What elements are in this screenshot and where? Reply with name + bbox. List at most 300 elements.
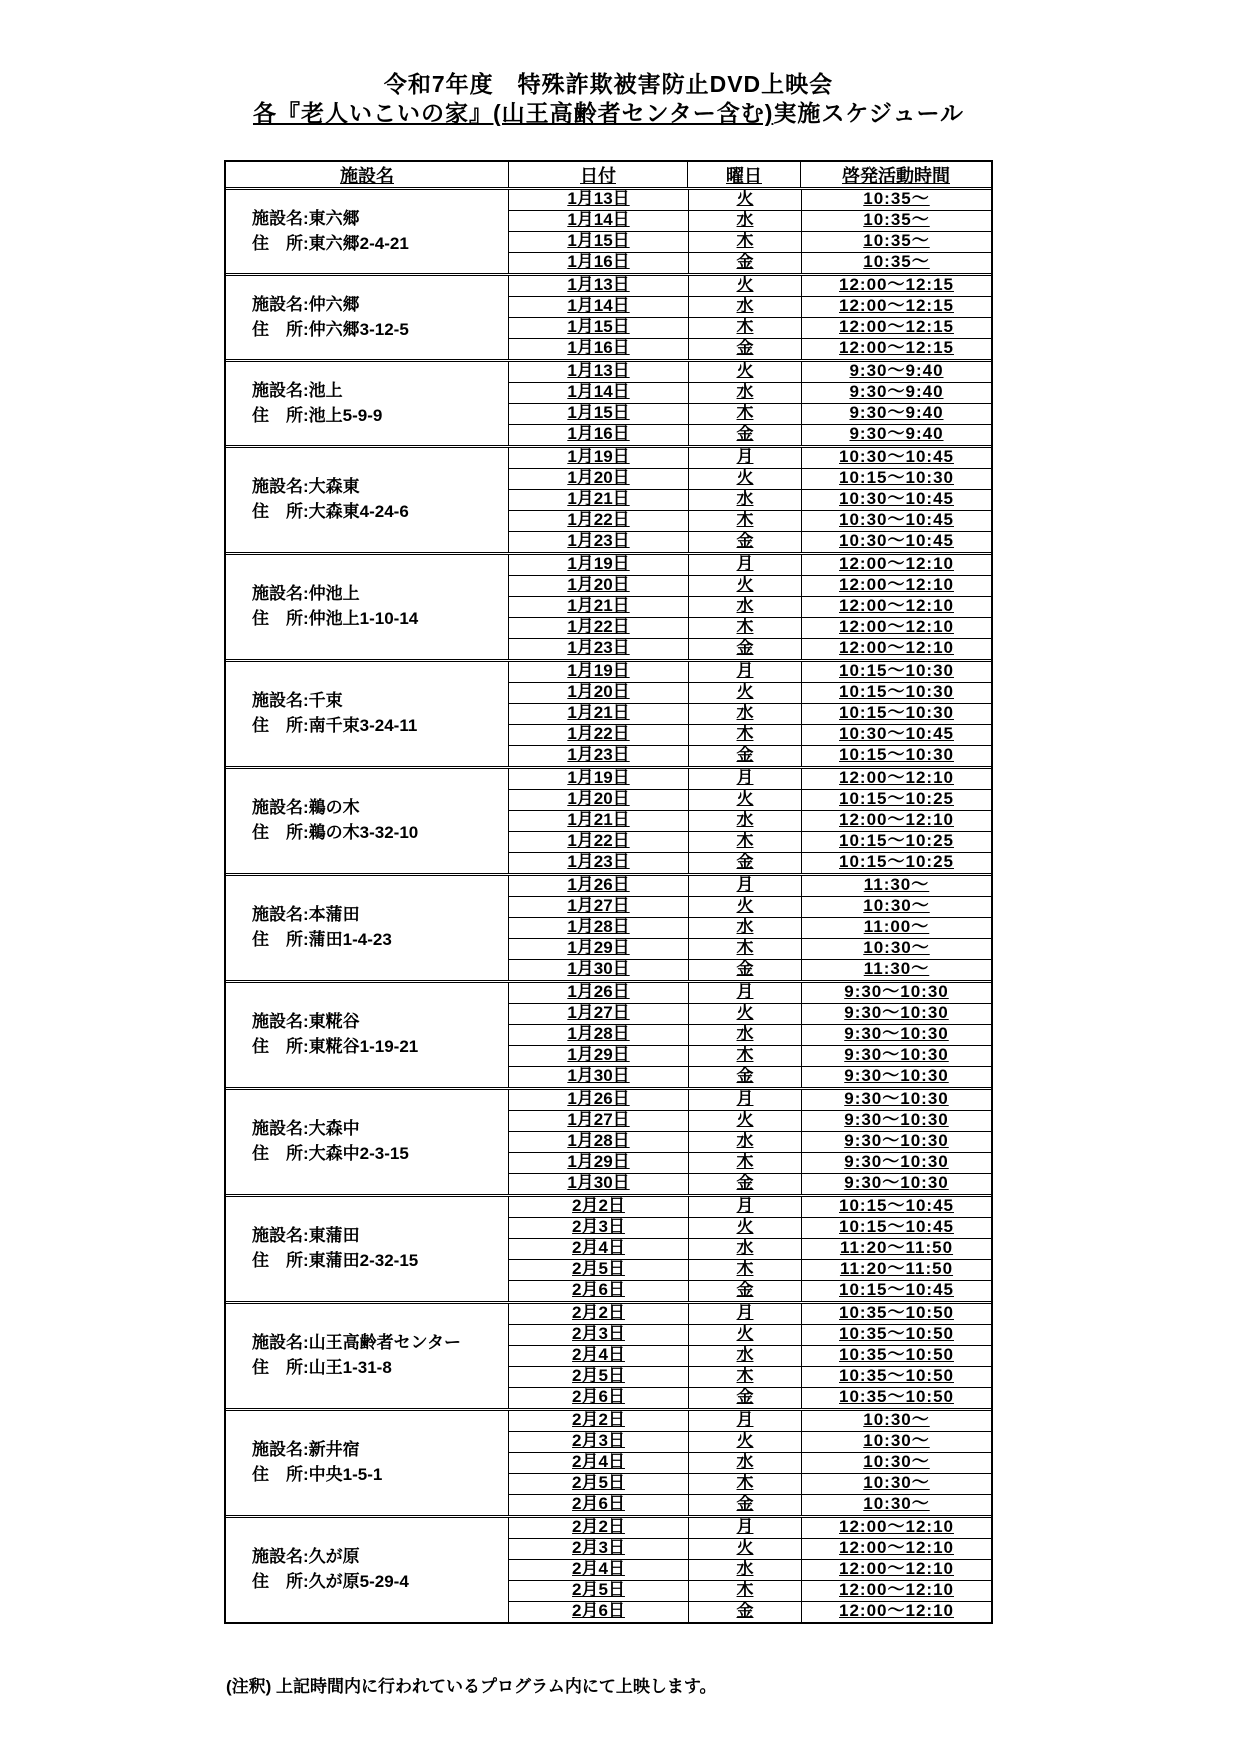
- date-cell: [509, 1346, 688, 1366]
- document-title: [224, 70, 993, 128]
- day-value: 木: [736, 939, 754, 957]
- time-value: 10:15～10:30: [839, 746, 954, 764]
- schedule-row: [509, 638, 991, 659]
- facility-cell: [226, 448, 508, 552]
- schedule-row: [509, 983, 991, 1003]
- facility-name: 施設名:本蒲田: [252, 905, 360, 925]
- date-cell: [509, 297, 688, 317]
- facility-address: 住 所:南千束3-24-11: [252, 716, 418, 735]
- title-line-1: 令和7年度 特殊詐欺被害防止DVD上映会: [383, 71, 834, 97]
- time-value: 10:15～10:30: [839, 683, 954, 701]
- schedule-row: [509, 575, 991, 596]
- time-value: 12:00～12:10: [839, 618, 954, 636]
- day-cell: [688, 1046, 801, 1066]
- header-cell-date: [508, 162, 687, 187]
- day-value: 木: [736, 1474, 754, 1492]
- time-cell: [801, 939, 991, 959]
- time-cell: [801, 790, 991, 810]
- time-value: 10:35～: [863, 232, 930, 250]
- date-cell: [509, 769, 688, 789]
- time-cell: [801, 1581, 991, 1601]
- day-cell: [688, 983, 801, 1003]
- time-cell: [801, 362, 991, 382]
- day-cell: [688, 1539, 801, 1559]
- schedule-row: [509, 938, 991, 959]
- time-cell: [801, 1325, 991, 1345]
- schedule-row: [509, 1345, 991, 1366]
- time-cell: [801, 404, 991, 424]
- day-cell: [688, 1346, 801, 1366]
- date-value: 1月22日: [567, 618, 630, 636]
- day-cell: [688, 448, 801, 468]
- day-value: 金: [736, 425, 754, 443]
- time-cell: [801, 1560, 991, 1580]
- time-value: 12:00～12:10: [839, 576, 954, 594]
- schedule-row: [509, 210, 991, 231]
- day-value: 火: [736, 469, 754, 487]
- date-cell: [509, 1281, 688, 1301]
- schedule-row: [509, 1280, 991, 1301]
- day-value: 金: [736, 253, 754, 271]
- day-value: 木: [736, 1367, 754, 1385]
- time-cell: [801, 1495, 991, 1515]
- date-value: 1月30日: [567, 960, 630, 978]
- time-value: 10:15～10:30: [839, 469, 954, 487]
- day-value: 水: [736, 1560, 754, 1578]
- time-cell: [801, 832, 991, 852]
- facility-name: 施設名:東蒲田: [252, 1226, 360, 1246]
- day-cell: [688, 1239, 801, 1259]
- time-value: 12:00～12:10: [839, 769, 954, 787]
- schedule-row: [509, 1538, 991, 1559]
- header-label-time: 啓発活動時間: [842, 165, 950, 186]
- time-value: 9:30～10:30: [844, 1132, 949, 1150]
- facility-cell: [226, 983, 508, 1087]
- day-cell: [688, 1004, 801, 1024]
- schedule-row: [509, 362, 991, 382]
- time-value: 9:30～10:30: [844, 1111, 949, 1129]
- time-value: 10:35～10:50: [839, 1304, 954, 1322]
- date-cell: [509, 253, 688, 273]
- time-cell: [801, 1132, 991, 1152]
- time-cell: [801, 853, 991, 873]
- facility-cell: [226, 1197, 508, 1301]
- time-value: 10:15～10:25: [839, 853, 954, 871]
- header-label-date: 日付: [580, 165, 616, 186]
- date-value: 1月21日: [567, 490, 630, 508]
- facility-block: [226, 980, 991, 1087]
- schedule-row: [509, 448, 991, 468]
- time-value: 12:00～12:10: [839, 597, 954, 615]
- date-cell: [509, 1560, 688, 1580]
- time-cell: [801, 1153, 991, 1173]
- time-value: 12:00～12:10: [839, 1602, 954, 1620]
- schedule-rows: [508, 190, 991, 273]
- day-cell: [688, 532, 801, 552]
- facility-cell: [226, 1090, 508, 1194]
- time-value: 10:15～10:45: [839, 1197, 954, 1215]
- date-cell: [509, 1090, 688, 1110]
- day-cell: [688, 555, 801, 575]
- date-cell: [509, 832, 688, 852]
- day-value: 火: [736, 1218, 754, 1236]
- schedule-rows: [508, 1518, 991, 1622]
- facility-address: 住 所:東糀谷1-19-21: [252, 1037, 419, 1056]
- time-value: 10:35～10:50: [839, 1346, 954, 1364]
- date-value: 1月22日: [567, 725, 630, 743]
- date-cell: [509, 1197, 688, 1217]
- title-line-2-rest: 実施スケジュール: [773, 99, 965, 126]
- schedule-row: [509, 1431, 991, 1452]
- schedule-row: [509, 403, 991, 424]
- day-value: 木: [736, 1581, 754, 1599]
- time-value: 10:15～10:25: [839, 790, 954, 808]
- facility-address: 住 所:山王1-31-8: [252, 1358, 392, 1377]
- time-value: 9:30～10:30: [844, 1025, 949, 1043]
- date-value: 1月15日: [567, 404, 630, 422]
- time-cell: [801, 576, 991, 596]
- time-value: 10:15～10:30: [839, 662, 954, 680]
- facility-block: [226, 445, 991, 552]
- day-value: 金: [736, 339, 754, 357]
- day-value: 火: [736, 790, 754, 808]
- time-cell: [801, 746, 991, 766]
- date-cell: [509, 1411, 688, 1431]
- schedule-row: [509, 1238, 991, 1259]
- date-value: 2月6日: [572, 1495, 625, 1513]
- date-cell: [509, 555, 688, 575]
- day-value: 金: [736, 1388, 754, 1406]
- time-value: 9:30～10:30: [844, 1067, 949, 1085]
- time-value: 12:00～12:10: [839, 1560, 954, 1578]
- time-value: 10:35～: [863, 253, 930, 271]
- day-value: 火: [736, 190, 754, 208]
- facility-address: 住 所:久が原5-29-4: [252, 1572, 409, 1591]
- date-value: 2月3日: [572, 1325, 625, 1343]
- day-cell: [688, 1432, 801, 1452]
- schedule-row: [509, 724, 991, 745]
- day-cell: [688, 232, 801, 252]
- date-cell: [509, 232, 688, 252]
- schedule-row: [509, 382, 991, 403]
- date-value: 1月19日: [567, 448, 630, 466]
- schedule-row: [509, 1366, 991, 1387]
- date-value: 2月4日: [572, 1560, 625, 1578]
- time-value: 10:35～: [863, 190, 930, 208]
- date-cell: [509, 576, 688, 596]
- date-value: 2月6日: [572, 1602, 625, 1620]
- time-value: 10:30～10:45: [839, 725, 954, 743]
- schedule-row: [509, 317, 991, 338]
- day-value: 月: [736, 448, 754, 466]
- date-cell: [509, 897, 688, 917]
- date-cell: [509, 1260, 688, 1280]
- date-value: 2月3日: [572, 1539, 625, 1557]
- date-cell: [509, 425, 688, 445]
- time-cell: [801, 1518, 991, 1538]
- time-cell: [801, 297, 991, 317]
- time-value: 10:30～10:45: [839, 511, 954, 529]
- time-value: 10:35～10:50: [839, 1367, 954, 1385]
- schedule-row: [509, 1452, 991, 1473]
- time-cell: [801, 597, 991, 617]
- header-label-day: 曜日: [726, 165, 762, 186]
- date-cell: [509, 1367, 688, 1387]
- day-value: 水: [736, 811, 754, 829]
- time-value: 10:30～10:45: [839, 532, 954, 550]
- date-cell: [509, 811, 688, 831]
- schedule-row: [509, 296, 991, 317]
- date-cell: [509, 790, 688, 810]
- date-cell: [509, 469, 688, 489]
- schedule-rows: [508, 448, 991, 552]
- facility-name: 施設名:仲六郷: [252, 294, 360, 314]
- time-cell: [801, 211, 991, 231]
- schedule-row: [509, 789, 991, 810]
- schedule-table: [224, 160, 993, 1624]
- day-value: 水: [736, 1346, 754, 1364]
- date-cell: [509, 960, 688, 980]
- schedule-row: [509, 896, 991, 917]
- facility-cell: [226, 1411, 508, 1515]
- date-value: 2月4日: [572, 1239, 625, 1257]
- date-value: 1月20日: [567, 576, 630, 594]
- date-cell: [509, 1453, 688, 1473]
- date-cell: [509, 276, 688, 296]
- date-value: 1月26日: [567, 983, 630, 1001]
- day-cell: [688, 276, 801, 296]
- time-value: 9:30～10:30: [844, 1004, 949, 1022]
- day-cell: [688, 1260, 801, 1280]
- date-value: 1月14日: [567, 297, 630, 315]
- date-value: 2月6日: [572, 1388, 625, 1406]
- day-cell: [688, 960, 801, 980]
- date-value: 1月23日: [567, 853, 630, 871]
- date-cell: [509, 1432, 688, 1452]
- schedule-row: [509, 489, 991, 510]
- header-cell-time: [800, 162, 991, 187]
- facility-block: [226, 766, 991, 873]
- date-cell: [509, 1153, 688, 1173]
- day-cell: [688, 832, 801, 852]
- day-value: 火: [736, 276, 754, 294]
- date-value: 1月21日: [567, 597, 630, 615]
- date-value: 1月13日: [567, 190, 630, 208]
- day-value: 月: [736, 555, 754, 573]
- day-value: 水: [736, 211, 754, 229]
- day-cell: [688, 190, 801, 210]
- date-cell: [509, 1132, 688, 1152]
- day-value: 木: [736, 1260, 754, 1278]
- day-cell: [688, 1411, 801, 1431]
- facility-cell: [226, 555, 508, 659]
- date-value: 1月29日: [567, 939, 630, 957]
- day-value: 火: [736, 1539, 754, 1557]
- time-value: 10:30～: [863, 939, 930, 957]
- date-cell: [509, 1046, 688, 1066]
- day-value: 金: [736, 1281, 754, 1299]
- time-cell: [801, 1346, 991, 1366]
- date-value: 1月21日: [567, 704, 630, 722]
- facility-blocks-container: [226, 190, 991, 1622]
- day-cell: [688, 746, 801, 766]
- date-value: 2月2日: [572, 1411, 625, 1429]
- day-cell: [688, 790, 801, 810]
- date-value: 2月5日: [572, 1581, 625, 1599]
- schedule-row: [509, 1601, 991, 1622]
- day-cell: [688, 618, 801, 638]
- day-value: 水: [736, 704, 754, 722]
- day-cell: [688, 490, 801, 510]
- date-cell: [509, 1602, 688, 1622]
- header-label-facility: 施設名: [340, 165, 394, 186]
- day-cell: [688, 1197, 801, 1217]
- day-cell: [688, 1025, 801, 1045]
- facility-name: 施設名:久が原: [252, 1547, 360, 1567]
- day-value: 木: [736, 618, 754, 636]
- date-cell: [509, 639, 688, 659]
- schedule-row: [509, 1559, 991, 1580]
- time-value: 10:15～10:25: [839, 832, 954, 850]
- schedule-rows: [508, 1090, 991, 1194]
- time-cell: [801, 1111, 991, 1131]
- day-value: 火: [736, 362, 754, 380]
- facility-block: [226, 1087, 991, 1194]
- date-cell: [509, 448, 688, 468]
- time-cell: [801, 232, 991, 252]
- day-value: 月: [736, 1090, 754, 1108]
- schedule-rows: [508, 362, 991, 445]
- day-value: 火: [736, 683, 754, 701]
- facility-cell: [226, 876, 508, 980]
- time-value: 12:00～12:10: [839, 555, 954, 573]
- time-cell: [801, 1453, 991, 1473]
- time-value: 10:35～: [863, 211, 930, 229]
- time-cell: [801, 618, 991, 638]
- day-value: 木: [736, 832, 754, 850]
- time-cell: [801, 448, 991, 468]
- time-value: 10:15～10:30: [839, 704, 954, 722]
- schedule-row: [509, 1066, 991, 1087]
- date-value: 1月28日: [567, 1025, 630, 1043]
- time-value: 9:30～9:40: [849, 425, 944, 443]
- date-cell: [509, 1174, 688, 1194]
- day-value: 木: [736, 318, 754, 336]
- day-cell: [688, 639, 801, 659]
- date-value: 2月2日: [572, 1518, 625, 1536]
- day-value: 水: [736, 1239, 754, 1257]
- time-cell: [801, 662, 991, 682]
- time-cell: [801, 1218, 991, 1238]
- time-cell: [801, 1411, 991, 1431]
- day-cell: [688, 1132, 801, 1152]
- facility-address: 住 所:蒲田1-4-23: [252, 930, 392, 949]
- day-cell: [688, 876, 801, 896]
- time-cell: [801, 1474, 991, 1494]
- date-cell: [509, 1388, 688, 1408]
- time-value: 9:30～9:40: [849, 404, 944, 422]
- date-cell: [509, 383, 688, 403]
- schedule-row: [509, 531, 991, 552]
- time-value: 11:20～11:50: [839, 1239, 954, 1257]
- time-value: 11:30～: [863, 960, 930, 978]
- time-value: 12:00～12:15: [839, 276, 954, 294]
- day-value: 月: [736, 1411, 754, 1429]
- time-value: 9:30～9:40: [849, 362, 944, 380]
- facility-name: 施設名:大森中: [252, 1119, 360, 1139]
- day-value: 水: [736, 383, 754, 401]
- facility-address: 住 所:池上5-9-9: [252, 405, 383, 425]
- date-value: 1月22日: [567, 511, 630, 529]
- date-value: 1月23日: [567, 639, 630, 657]
- time-value: 10:30～: [863, 897, 930, 915]
- facility-cell: [226, 662, 508, 766]
- schedule-row: [509, 1110, 991, 1131]
- date-value: 2月3日: [572, 1218, 625, 1236]
- time-cell: [801, 1025, 991, 1045]
- date-value: 1月27日: [567, 1111, 630, 1129]
- time-cell: [801, 1239, 991, 1259]
- date-cell: [509, 1239, 688, 1259]
- day-value: 火: [736, 1432, 754, 1450]
- facility-block: [226, 659, 991, 766]
- day-cell: [688, 597, 801, 617]
- day-cell: [688, 576, 801, 596]
- time-value: 10:35～10:50: [839, 1388, 954, 1406]
- day-cell: [688, 769, 801, 789]
- facility-block: [226, 1301, 991, 1408]
- date-cell: [509, 704, 688, 724]
- day-cell: [688, 853, 801, 873]
- day-cell: [688, 404, 801, 424]
- facility-address: 住 所:中央1-5-1: [252, 1465, 383, 1484]
- day-cell: [688, 1560, 801, 1580]
- date-value: 2月4日: [572, 1346, 625, 1364]
- time-value: 10:30～: [863, 1474, 930, 1492]
- date-cell: [509, 404, 688, 424]
- date-value: 2月5日: [572, 1260, 625, 1278]
- time-value: 12:00～12:10: [839, 639, 954, 657]
- day-value: 水: [736, 597, 754, 615]
- facility-name: 施設名:鵜の木: [252, 798, 360, 818]
- day-cell: [688, 511, 801, 531]
- time-cell: [801, 425, 991, 445]
- day-cell: [688, 1453, 801, 1473]
- day-cell: [688, 1581, 801, 1601]
- day-cell: [688, 897, 801, 917]
- date-cell: [509, 532, 688, 552]
- day-value: 水: [736, 1132, 754, 1150]
- day-cell: [688, 1153, 801, 1173]
- date-cell: [509, 1025, 688, 1045]
- day-cell: [688, 704, 801, 724]
- date-value: 1月26日: [567, 1090, 630, 1108]
- day-value: 月: [736, 662, 754, 680]
- date-value: 1月29日: [567, 1153, 630, 1171]
- day-cell: [688, 1325, 801, 1345]
- schedule-rows: [508, 1197, 991, 1301]
- schedule-row: [509, 252, 991, 273]
- date-value: 1月22日: [567, 832, 630, 850]
- time-cell: [801, 1388, 991, 1408]
- day-value: 水: [736, 918, 754, 936]
- schedule-row: [509, 1003, 991, 1024]
- date-value: 2月5日: [572, 1474, 625, 1492]
- time-value: 11:00～: [863, 918, 930, 936]
- day-value: 水: [736, 297, 754, 315]
- time-value: 12:00～12:10: [839, 811, 954, 829]
- schedule-row: [509, 662, 991, 682]
